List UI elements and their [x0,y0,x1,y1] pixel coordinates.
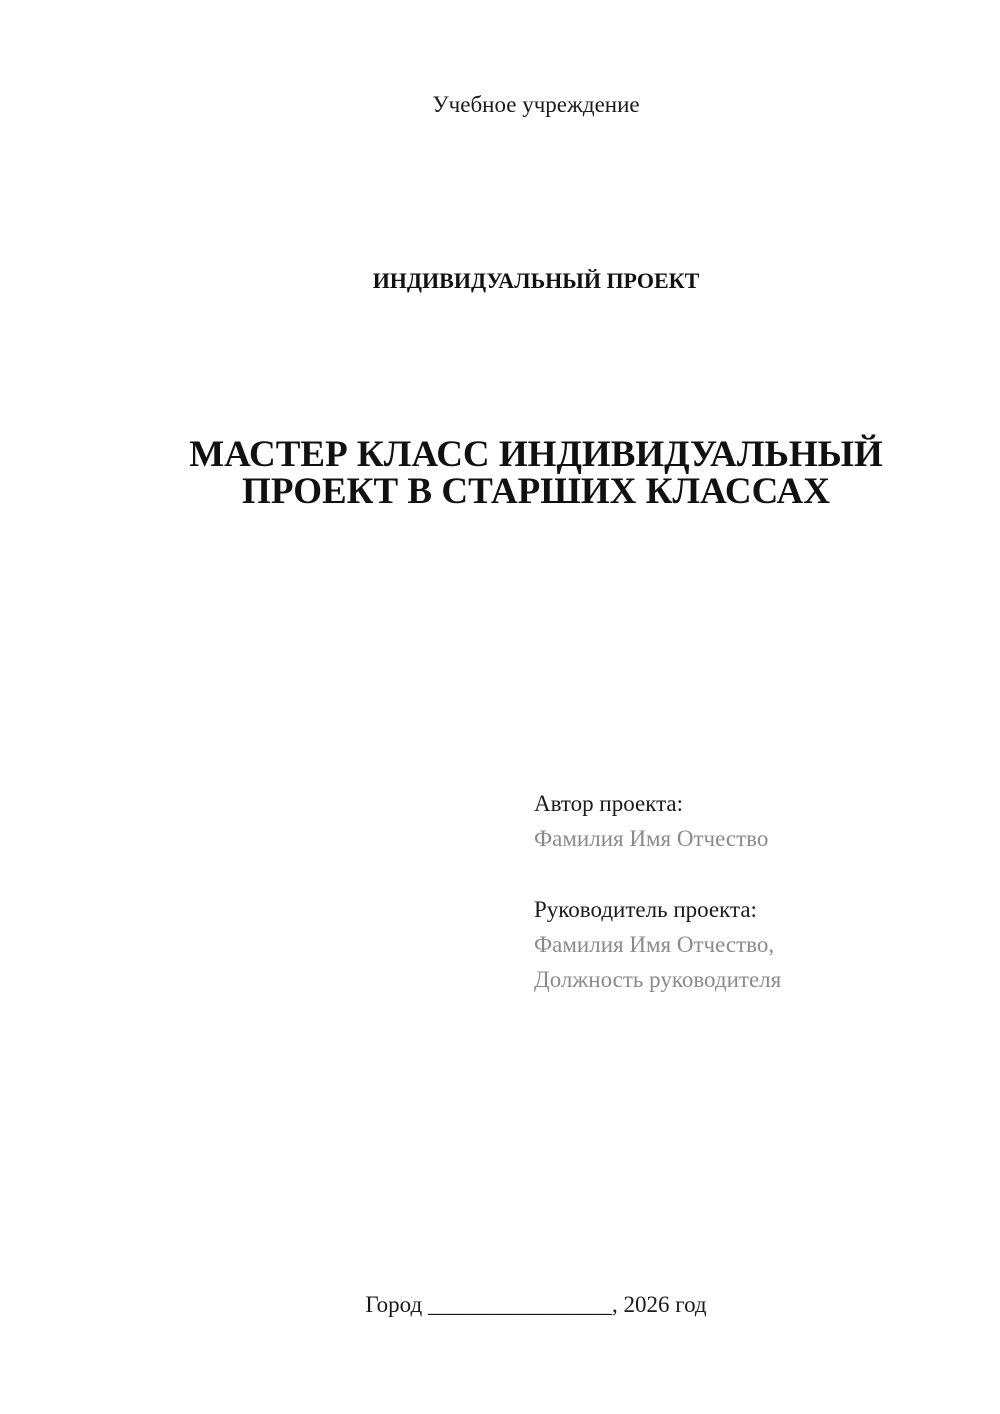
institution-name: Учебное учреждение [432,92,640,117]
city-year-line: Город ________________, 2026 год [365,1292,707,1317]
author-label: Автор проекта: [534,791,683,816]
supervisor-name-placeholder: Фамилия Имя Отчество, [534,932,775,957]
supervisor-label: Руководитель проекта: [534,897,757,922]
document-type-heading: ИНДИВИДУАЛЬНЫЙ ПРОЕКТ [372,268,700,293]
project-title [0,436,1000,510]
supervisor-position-placeholder: Должность руководителя [534,967,782,992]
author-block [534,786,954,856]
author-name-placeholder: Фамилия Имя Отчество [534,826,769,851]
project-title-line-1: МАСТЕР КЛАСС ИНДИВИДУАЛЬНЫЙ [189,434,883,475]
supervisor-block [534,892,954,997]
project-title-line-2: ПРОЕКТ В СТАРШИХ КЛАССАХ [242,471,830,512]
